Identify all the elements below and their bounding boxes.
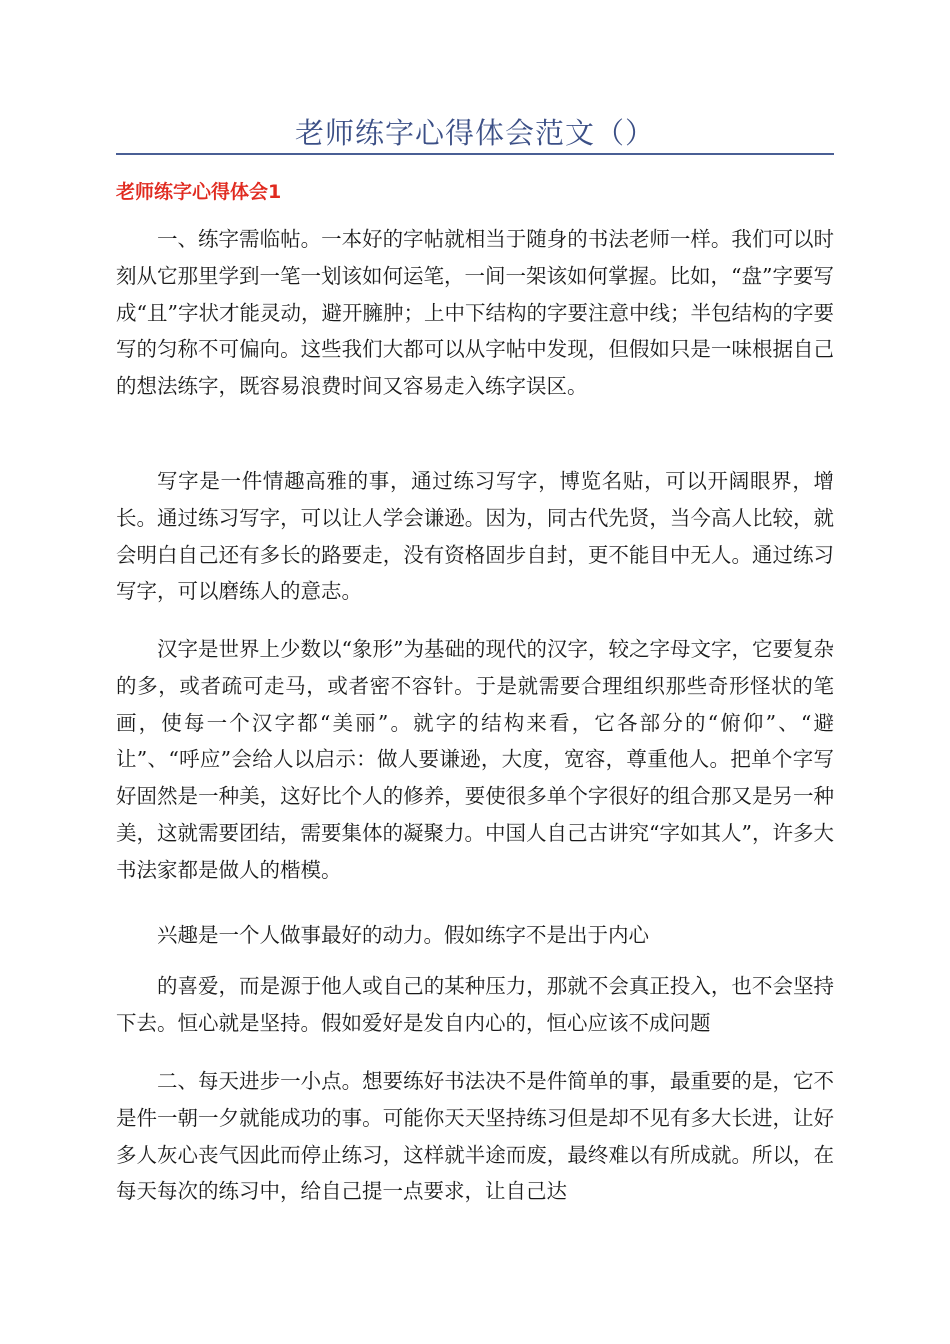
paragraph-5: 的喜爱，而是源于他人或自己的某种压力，那就不会真正投入，也不会坚持下去。恒心就是坚持。假如爱好是发自内心的，恒心应该不成问题 xyxy=(116,974,834,1035)
title-underline xyxy=(116,153,834,155)
paragraph-1: 一、练字需临帖。一本好的字帖就相当于随身的书法老师一样。我们可以时刻从它那里学到一笔一划该如何运笔，一间一架该如何掌握。比如，“盘”字要写成“且”字状才能灵动，避开臃肿；上中下结构的字要注意中线；半包结构的字要写的匀称不可偏向。这些我们大都可以从字帖中发现，但假如只是一味根据自己的想法练字，既容易浪费时间又容易走入练字误区。 xyxy=(116,227,834,399)
document-title: 老师练字心得体会范文（） xyxy=(294,116,655,150)
paragraph-3: 汉字是世界上少数以“象形”为基础的现代的汉字，较之字母文字，它要复杂的多，或者疏可走马，或者密不容针。于是就需要合理组织那些奇形怪状的笔画，使每一个汉字都“美丽”。就字的结构来看，它各部分的“俯仰”、“避让”、“呼应”会给人以启示：做人要谦逊，大度，宽容，尊重他人。把单个字写好固然是一种美，这好比个人的修养，要使很多单个字很好的组合那又是另一种美，这就需要团结，需要集体的凝聚力。中国人自己古讲究“字如其人”，许多大书法家都是做人的楷模。 xyxy=(116,637,834,882)
paragraph-6: 二、每天进步一小点。想要练好书法决不是件简单的事，最重要的是，它不是件一朝一夕就能成功的事。可能你天天坚持练习但是却不见有多大长进，让好多人灰心丧气因此而停止练习，这样就半途而废，最终难以有所成就。所以，在每天每次的练习中，给自己提一点要求，让自己达 xyxy=(116,1069,834,1204)
paragraph-2: 写字是一件情趣高雅的事，通过练习写字，博览名贴，可以开阔眼界，增长。通过练习写字，可以让人学会谦逊。因为，同古代先贤，当今高人比较，就会明白自己还有多长的路要走，没有资格固步自封，更不能目中无人。通过练习写字，可以磨练人的意志。 xyxy=(116,469,834,604)
section-heading: 老师练字心得体会1 xyxy=(116,181,282,203)
paragraph-4: 兴趣是一个人做事最好的动力。假如练字不是出于内心 xyxy=(157,923,649,947)
